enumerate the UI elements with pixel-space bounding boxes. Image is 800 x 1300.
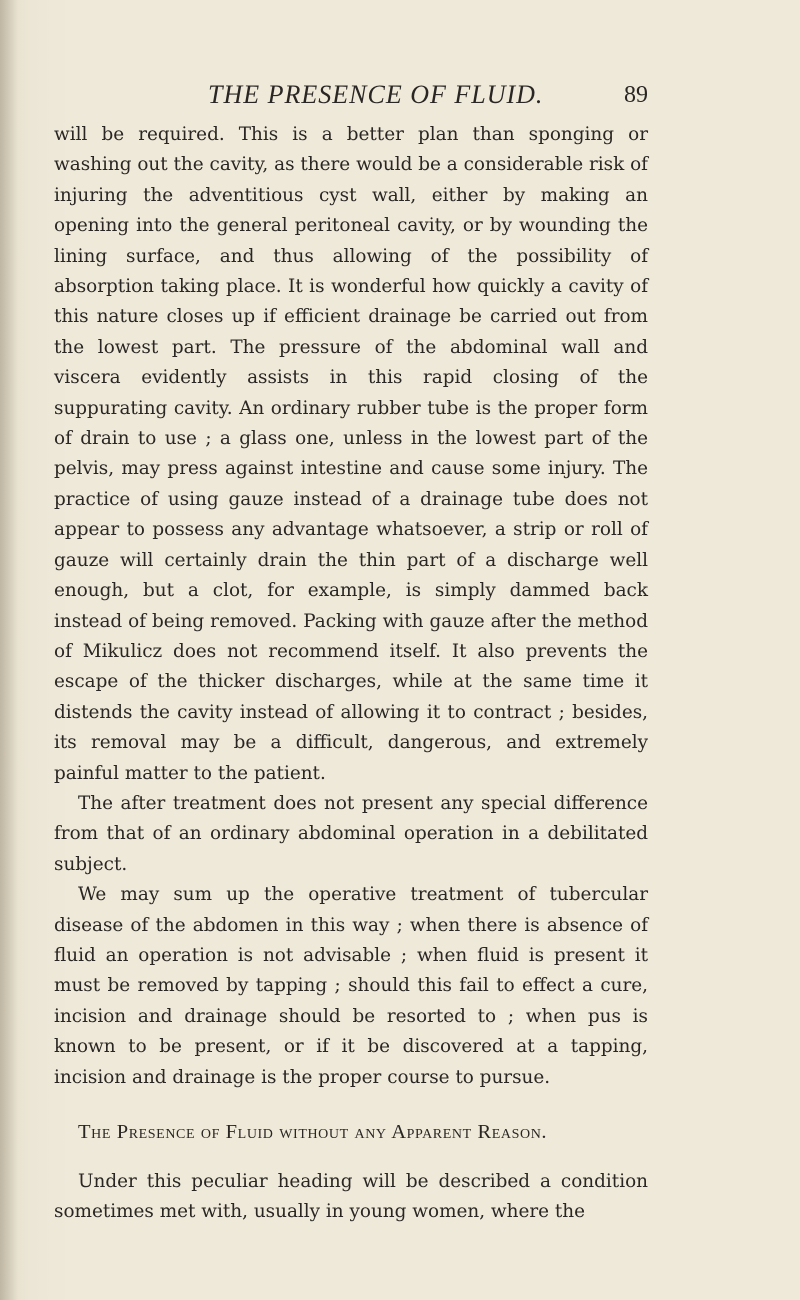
body-text xyxy=(54,120,648,1228)
page-number: 89 xyxy=(624,82,648,108)
paragraph: Under this peculiar heading will be described a condition sometimes met with, usually in young women, where the xyxy=(54,1171,648,1223)
running-title: THE PRESENCE OF FLUID. xyxy=(208,80,544,109)
running-head xyxy=(0,80,800,120)
spine-shadow xyxy=(0,0,18,1300)
section-heading: The Presence of Fluid without any Apparent Reason. xyxy=(78,1121,548,1143)
paragraph: will be required. This is a better plan than sponging or washing out the cavity, as there would be a considerable risk of injuring the adventitious cyst wall, either by making an opening into the general peritoneal cavity, or by wounding the lining surface, and thus allowing of the possibility of absorption taking place. It is wonderful how quickly a cavity of this nature closes up if efficient drainage be carried out from the lowest part. The pressure of the abdominal wall and viscera evidently assists in this rapid closing of the suppurating cavity. An ordinary rubber tube is the proper form of drain to use ; a glass one, unless in the lowest part of the pelvis, may press against intestine and cause some injury. The practice of using gauze instead of a drainage tube does not appear to possess any advantage whatsoever, a strip or roll of gauze will certainly drain the thin part of a discharge well enough, but a clot, for example, is simply dammed back instead of being removed. Packing with gauze after the method of Mikulicz does not recommend itself. It also prevents the escape of the thicker discharges, while at the same time it distends the cavity instead of allowing it to contract ; besides, its removal may be a difficult, dangerous, and extremely painful matter to the patient. xyxy=(54,124,648,784)
paragraph: The after treatment does not present any special difference from that of an ordinary abdominal operation in a debilitated subject. xyxy=(54,792,648,875)
paragraph: We may sum up the operative treatment of tubercular disease of the abdomen in this way ; when there is absence of fluid an operation is not advisable ; when fluid is present it must be removed by tapping ; should this fail to effect a cure, incision and drainage should be resorted to ; when pus is known to be present, or if it be discovered at a tapping, incision and drainage is the proper course to pursue. xyxy=(54,884,648,1088)
